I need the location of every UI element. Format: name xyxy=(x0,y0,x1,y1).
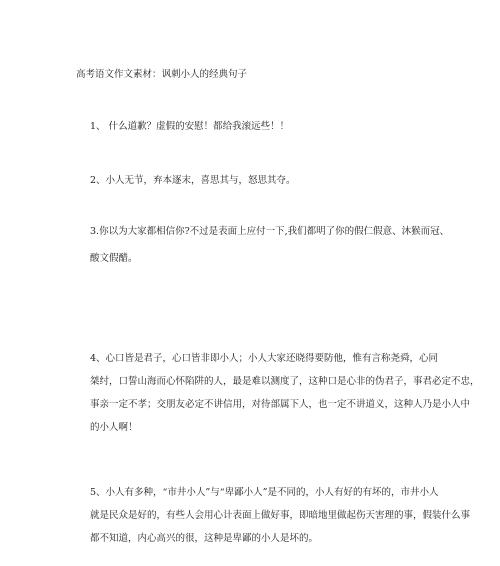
paragraph-line: 2、小人无节，弃本逐末，喜思其与，怒思其夺。 xyxy=(90,175,296,186)
paragraph-4 xyxy=(90,353,480,445)
paragraph-line: 都不知道，内心高兴的很，这种是卑鄙的小人是坏的。 xyxy=(90,533,319,544)
paragraph-line: 酸文假醋。 xyxy=(90,253,138,264)
paragraph-line: 桀纣，口誓山海而心怀陷阱的人，最是难以测度了，这种口是心非的伪君子，事君必定不忠， xyxy=(90,376,480,387)
paragraph-line: 4、心口皆是君子，心口皆非即小人；小人大家还晓得要防他，惟有言称尧舜，心同 xyxy=(90,353,439,364)
paragraph-line: 的小人啊！ xyxy=(90,422,138,433)
document-title: 高考语文作文素材：讽刺小人的经典句子 xyxy=(76,69,248,80)
paragraph-line: 就是民众是好的，有些人会用心计表面上做好事，即暗地里做起伤天害理的事，假装什么事 xyxy=(90,510,471,521)
paragraph-2 xyxy=(90,175,430,187)
paragraph-1 xyxy=(90,121,430,133)
paragraph-line: 3.你以为大家都相信你?不过是表面上应付一下,我们都明了你的假仁假意、沐猴而冠、 xyxy=(90,226,450,237)
paragraph-5 xyxy=(90,487,471,556)
paragraph-line: 1、 什么道歉？虚假的安慰！都给我滚远些！！ xyxy=(90,121,290,132)
paragraph-3 xyxy=(90,226,450,265)
paragraph-line: 事亲一定不孝；交朋友必定不讲信用，对待部属下人，也一定不讲道义，这种人乃是小人中 xyxy=(90,399,471,410)
paragraph-line: 5、小人有多种，“市井小人”与“卑鄙小人”是不同的，小人有好的有坏的，市井小人 xyxy=(90,487,439,498)
